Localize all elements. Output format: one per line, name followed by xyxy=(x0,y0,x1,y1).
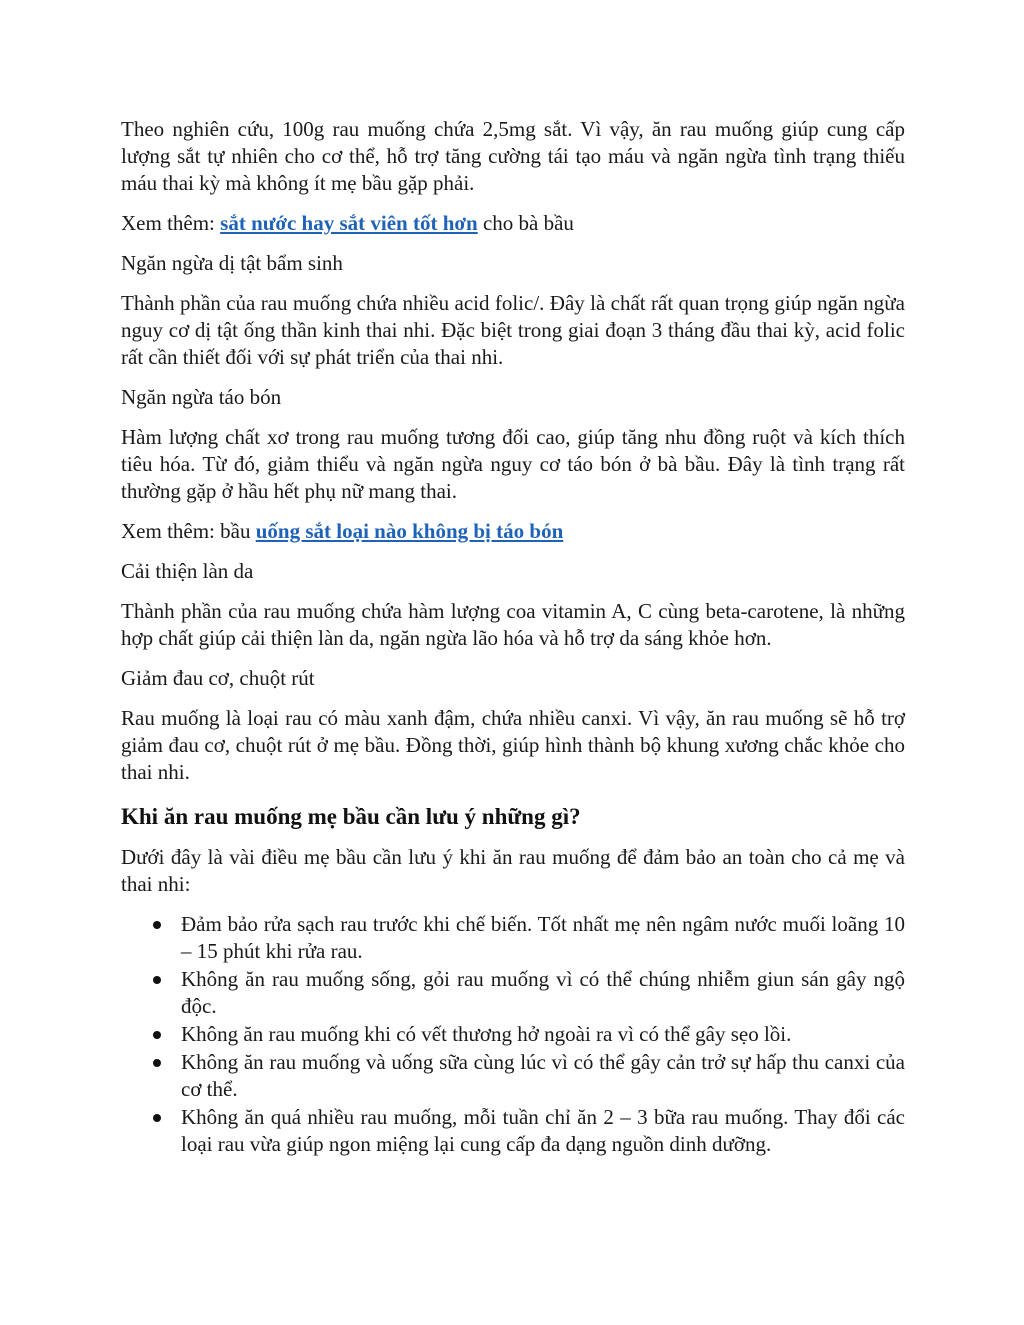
list-item: Không ăn rau muống sống, gỏi rau muống vì có thể chúng nhiễm giun sán gây ngộ độc. xyxy=(181,966,905,1020)
list-item: Không ăn rau muống và uống sữa cùng lúc vì có thể gây cản trở sự hấp thu canxi của cơ thể. xyxy=(181,1049,905,1103)
paragraph-folic-acid: Thành phần của rau muống chứa nhiều acid folic/. Đây là chất rất quan trọng giúp ngăn ngừa nguy cơ dị tật ống thần kinh thai nhi. Đặc biệt trong giai đoạn 3 tháng đầu thai kỳ, acid folic rất cần thiết đối với sự phát triển của thai nhi. xyxy=(121,291,905,369)
bullet-icon xyxy=(153,1059,161,1067)
subheading-muscle-pain: Giảm đau cơ, chuột rút xyxy=(121,666,315,690)
paragraph-fiber: Hàm lượng chất xơ trong rau muống tương đối cao, giúp tăng nhu đồng ruột và kích thích tiêu hóa. Từ đó, giảm thiểu và ngăn ngừa nguy cơ táo bón ở bà bầu. Đây là tình trạng rất thường gặp ở hầu hết phụ nữ mang thai. xyxy=(121,425,905,503)
list-item: Đảm bảo rửa sạch rau trước khi chế biến. Tốt nhất mẹ nên ngâm nước muối loãng 10 – 15 phút khi rửa rau. xyxy=(181,911,905,965)
see-more-prefix: Xem thêm: xyxy=(121,211,221,235)
see-more-constipation xyxy=(121,518,905,545)
list-item: Không ăn quá nhiều rau muống, mỗi tuần chỉ ăn 2 – 3 bữa rau muống. Thay đổi các loại rau vừa giúp ngon miệng lại cung cấp đa dạng nguồn dinh dưỡng. xyxy=(181,1104,905,1158)
link-iron-no-constipation[interactable]: uống sắt loại nào không bị táo bón xyxy=(255,519,564,543)
paragraph-vitamins: Thành phần của rau muống chứa hàm lượng coa vitamin A, C cùng beta-carotene, là những hợp chất giúp cải thiện làn da, ngăn ngừa lão hóa và hỗ trợ da sáng khỏe hơn. xyxy=(121,599,905,650)
section-heading: Khi ăn rau muống mẹ bầu cần lưu ý những gì? xyxy=(121,804,581,829)
see-more-prefix: Xem thêm: bầu xyxy=(121,519,256,543)
paragraph-notes-intro: Dưới đây là vài điều mẹ bầu cần lưu ý khi ăn rau muống để đảm bảo an toàn cho cả mẹ và thai nhi: xyxy=(121,845,905,896)
subheading-skin: Cải thiện làn da xyxy=(121,559,254,583)
list-item: Không ăn rau muống khi có vết thương hở ngoài ra vì có thể gây sẹo lồi. xyxy=(181,1021,905,1048)
notes-list xyxy=(121,911,905,1158)
bullet-icon xyxy=(153,921,161,929)
link-iron-type[interactable]: sắt nước hay sắt viên tốt hơn xyxy=(220,211,478,235)
paragraph-iron: Theo nghiên cứu, 100g rau muống chứa 2,5mg sắt. Vì vậy, ăn rau muống giúp cung cấp lượng sắt tự nhiên cho cơ thể, hỗ trợ tăng cường tái tạo máu và ngăn ngừa tình trạng thiếu máu thai kỳ mà không ít mẹ bầu gặp phải. xyxy=(121,117,905,195)
bullet-icon xyxy=(153,1031,161,1039)
subheading-constipation: Ngăn ngừa táo bón xyxy=(121,385,282,409)
subheading-birth-defects: Ngăn ngừa dị tật bẩm sinh xyxy=(121,251,343,275)
paragraph-calcium: Rau muống là loại rau có màu xanh đậm, chứa nhiều canxi. Vì vậy, ăn rau muống sẽ hỗ trợ giảm đau cơ, chuột rút ở mẹ bầu. Đồng thời, giúp hình thành bộ khung xương chắc khỏe cho thai nhi. xyxy=(121,706,905,784)
bullet-icon xyxy=(153,976,161,984)
bullet-icon xyxy=(153,1114,161,1122)
see-more-iron xyxy=(121,210,905,237)
document-page xyxy=(121,116,905,1159)
see-more-suffix: cho bà bầu xyxy=(477,211,574,235)
